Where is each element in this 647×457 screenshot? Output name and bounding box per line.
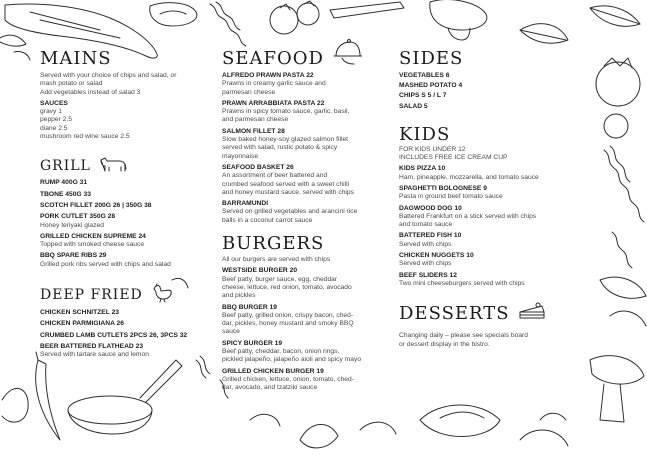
grill-items bbox=[40, 179, 208, 269]
kids-item-desc: Ham, pineapple, mozzarella, and tomato sauce bbox=[399, 173, 539, 181]
burger-item-desc: and pickles bbox=[222, 292, 256, 300]
mains-intro bbox=[40, 72, 208, 97]
side-item: SALAD 5 bbox=[399, 102, 428, 110]
deep-fried-item-title: BEER BATTERED FLATHEAD 23 bbox=[40, 342, 144, 350]
kids-item-title: BEEF SLIDERS 12 bbox=[399, 271, 457, 279]
burger-item-desc: Beef patty, grilled onion, crispy bacon, ched- bbox=[222, 311, 354, 319]
seafood-item-title: PRAWN ARRABBIATA PASTA 22 bbox=[222, 99, 325, 107]
herb-doodle-bottommid bbox=[250, 414, 396, 448]
garlic-doodle-left bbox=[2, 388, 28, 422]
leaves-doodle-bottom bbox=[520, 413, 568, 446]
mushroom-doodle-topright bbox=[430, 0, 487, 40]
seafood-item-title: BARRAMUNDI bbox=[222, 200, 269, 208]
seafood-item-desc: served with salad, rustic potato & spicy bbox=[222, 144, 338, 152]
seafood-item-title: ALFREDO PRAWN PASTA 22 bbox=[222, 72, 314, 79]
kids-item-desc: Served with chips bbox=[399, 260, 452, 268]
kids-intro-line: FOR KIDS UNDER 12 bbox=[399, 145, 466, 153]
tomato-doodle-right bbox=[596, 58, 640, 138]
sides-items bbox=[399, 71, 569, 112]
sides-heading bbox=[399, 50, 569, 68]
sauces-title: SAUCES bbox=[40, 99, 68, 107]
kids-intro-line: INCLUDES FREE ICE CREAM CUP bbox=[399, 154, 508, 162]
seafood-item-desc: parmesan cheese bbox=[222, 88, 276, 96]
sauce-item: pepper 2.5 bbox=[40, 116, 72, 124]
kids-items bbox=[399, 165, 569, 288]
kids-item-desc: Served with chips bbox=[399, 240, 452, 248]
burger-item-desc: dar, pickles, honey mustard and smoky BBQ bbox=[222, 320, 354, 328]
burger-item-desc: dar, avocado, and tzatziki sauce bbox=[222, 384, 318, 392]
seafood-item-desc: An assortment of beer battered and bbox=[222, 172, 328, 180]
column-middle bbox=[222, 50, 388, 393]
sauces-list bbox=[40, 108, 208, 141]
kids-item-desc: Pasta in ground beef tomato sauce bbox=[399, 193, 503, 201]
grill-heading bbox=[40, 155, 208, 176]
grill-item-desc: Grilled pork ribs served with chips and salad bbox=[40, 260, 171, 268]
column-left bbox=[40, 50, 208, 360]
burgers-heading bbox=[222, 235, 388, 253]
burgers-heading-text: BURGERS bbox=[222, 233, 325, 255]
kids-item-title: CHICKEN NUGGETS 10 bbox=[399, 252, 474, 260]
side-item: MASHED POTATO 4 bbox=[399, 82, 463, 90]
column-right bbox=[399, 50, 569, 349]
desserts-heading bbox=[399, 302, 569, 326]
side-item: CHIPS S 5 / L 7 bbox=[399, 92, 447, 100]
grill-item-title: PORK CUTLET 350G 28 bbox=[40, 213, 116, 221]
kids-item-title: SPAGHETTI BOLOGNESE 9 bbox=[399, 185, 487, 192]
mains-heading-text: MAINS bbox=[40, 48, 112, 69]
fusilli-doodle-top bbox=[210, 2, 246, 46]
mains-intro-line: Served with your choice of chips and salad, or bbox=[40, 72, 177, 79]
seafood-item-desc: Served on grilled vegetables and arancini rice bbox=[222, 208, 358, 216]
kids-item-desc: Battered Frankfurt on a stick served with chips bbox=[399, 212, 537, 220]
grill-item-title: RUMP 400G 31 bbox=[40, 179, 88, 187]
burgers-items bbox=[222, 267, 388, 392]
deep-fried-item-title: CRUMBED LAMB CUTLETS 2PCS 26, 3PCS 32 bbox=[40, 331, 188, 339]
grill-item-title: BBQ SPARE RIBS 29 bbox=[40, 252, 107, 260]
mains-intro-line: Add vegetables instead of salad 3 bbox=[40, 88, 141, 96]
seafood-item-desc: Prawns in creamy garlic sauce and bbox=[222, 80, 326, 88]
deep-fried-item-title: CHICKEN PARMIGIANA 26 bbox=[40, 320, 124, 328]
kids-item-title: BATTERED FISH 10 bbox=[399, 232, 462, 240]
desserts-heading-text: DESSERTS bbox=[399, 303, 510, 325]
burger-item-title: BBQ BURGER 19 bbox=[222, 303, 277, 311]
burger-item-desc: Beef patty, cheddar, bacon, onion rings, bbox=[222, 348, 340, 356]
deep-fried-heading-text: DEEP FRIED bbox=[40, 286, 143, 303]
seafood-item-desc: and honey mustard sauce, served with chips bbox=[222, 188, 354, 196]
burgers-intro: All our burgers are served with chips bbox=[222, 256, 331, 264]
burger-item-title: GRILLED CHICKEN BURGER 19 bbox=[222, 367, 324, 375]
grill-item-title: GRILLED CHICKEN SUPREME 24 bbox=[40, 232, 146, 240]
cloche-icon bbox=[332, 38, 362, 71]
seafood-item-desc: Prawns in spicy tomato sauce, garlic, basil, bbox=[222, 108, 350, 116]
seafood-item-desc: mayonnaise bbox=[222, 152, 259, 160]
sauce-item: gravy 1 bbox=[40, 108, 62, 116]
tomato-doodle-top bbox=[270, 1, 319, 34]
kids-intro bbox=[399, 146, 569, 163]
grill-item-title: SCOTCH FILLET 200G 26 | 350G 38 bbox=[40, 201, 152, 209]
cake-icon bbox=[518, 302, 546, 326]
chicken-icon bbox=[151, 283, 173, 306]
desserts-desc-line: Changing daily – please see specials board bbox=[399, 332, 529, 340]
side-item: VEGETABLES 6 bbox=[399, 72, 450, 79]
sauce-item: diane 2.5 bbox=[40, 124, 68, 132]
deep-fried-heading bbox=[40, 283, 208, 306]
seafood-item-title: SALMON FILLET 28 bbox=[222, 127, 285, 135]
desserts-desc-line: or dessert display in the bistro. bbox=[399, 340, 490, 348]
cow-icon bbox=[99, 155, 127, 176]
grill-heading-text: GRILL bbox=[40, 157, 91, 174]
kids-item-desc: Two mini cheeseburgers served with chips bbox=[399, 279, 525, 287]
leaves-doodle-right bbox=[600, 277, 646, 326]
burger-item-desc: pickled jalapeño, jalapeño aioli and spicy mayo bbox=[222, 356, 362, 364]
deep-fried-item-title: CHICKEN SCHNITZEL 23 bbox=[40, 309, 120, 317]
sauce-item: mushroom red wine sauce 2.5 bbox=[40, 133, 130, 141]
seafood-item-desc: and parmesan cheese bbox=[222, 116, 289, 124]
herb-doodle-topleft bbox=[0, 35, 30, 60]
seafood-item-desc: Slow baked honey-soy glazed salmon fillet bbox=[222, 136, 349, 144]
seafood-item-title: SEAFOOD BASKET 26 bbox=[222, 163, 294, 171]
grill-item-title: TBONE 450G 33 bbox=[40, 190, 91, 198]
mushroom-doodle-top bbox=[150, 3, 197, 26]
seafood-heading bbox=[222, 50, 388, 68]
sides-heading-text: SIDES bbox=[399, 48, 464, 69]
burger-item-title: WESTSIDE BURGER 20 bbox=[222, 267, 298, 275]
deep-fried-items bbox=[40, 309, 208, 359]
deep-fried-item-desc: Served with tartare sauce and lemon bbox=[40, 351, 149, 359]
mushroom-doodle-bottomright bbox=[590, 356, 644, 422]
kids-heading bbox=[399, 123, 569, 145]
kids-item-title: DAGWOOD DOG 10 bbox=[399, 204, 462, 212]
bread-doodle-bottom bbox=[420, 405, 500, 437]
burger-item-desc: cheese, lettuce, red onion, tomato, avocado bbox=[222, 283, 352, 291]
burger-item-desc: Beef patty, burger sauce, egg, cheddar bbox=[222, 275, 338, 283]
kids-item-desc: and tomato sauce bbox=[399, 221, 453, 229]
grill-item-desc: Topped with smoked cheese sauce bbox=[40, 241, 145, 249]
seafood-item-desc: balls in a coconut carrot sauce bbox=[222, 216, 313, 224]
grill-item-desc: Honey teriyaki glazed bbox=[40, 221, 104, 229]
burger-item-title: SPICY BURGER 19 bbox=[222, 339, 283, 347]
kids-heading-text: KIDS bbox=[399, 123, 451, 145]
seafood-heading-text: SEAFOOD bbox=[222, 48, 324, 69]
fusilli-doodle-right bbox=[604, 146, 644, 268]
mains-intro-line: mash potato or salad bbox=[40, 80, 103, 88]
chili-doodle-bottomleft bbox=[36, 352, 60, 440]
mortar-doodle-bottomleft bbox=[68, 360, 182, 434]
basil-doodle-topright bbox=[520, 6, 640, 43]
seafood-items bbox=[222, 72, 388, 225]
burger-item-desc: Grilled chicken, lettuce, onion, tomato, ched- bbox=[222, 375, 354, 383]
knife-doodle-top bbox=[330, 2, 404, 18]
mains-heading bbox=[40, 50, 208, 68]
desserts-desc bbox=[399, 332, 569, 349]
seafood-item-desc: crumbed seafood served with a sweet chilli bbox=[222, 180, 350, 188]
kids-item-title: KIDS PIZZA 10 bbox=[399, 165, 446, 173]
burger-item-desc: sauce bbox=[222, 328, 240, 336]
